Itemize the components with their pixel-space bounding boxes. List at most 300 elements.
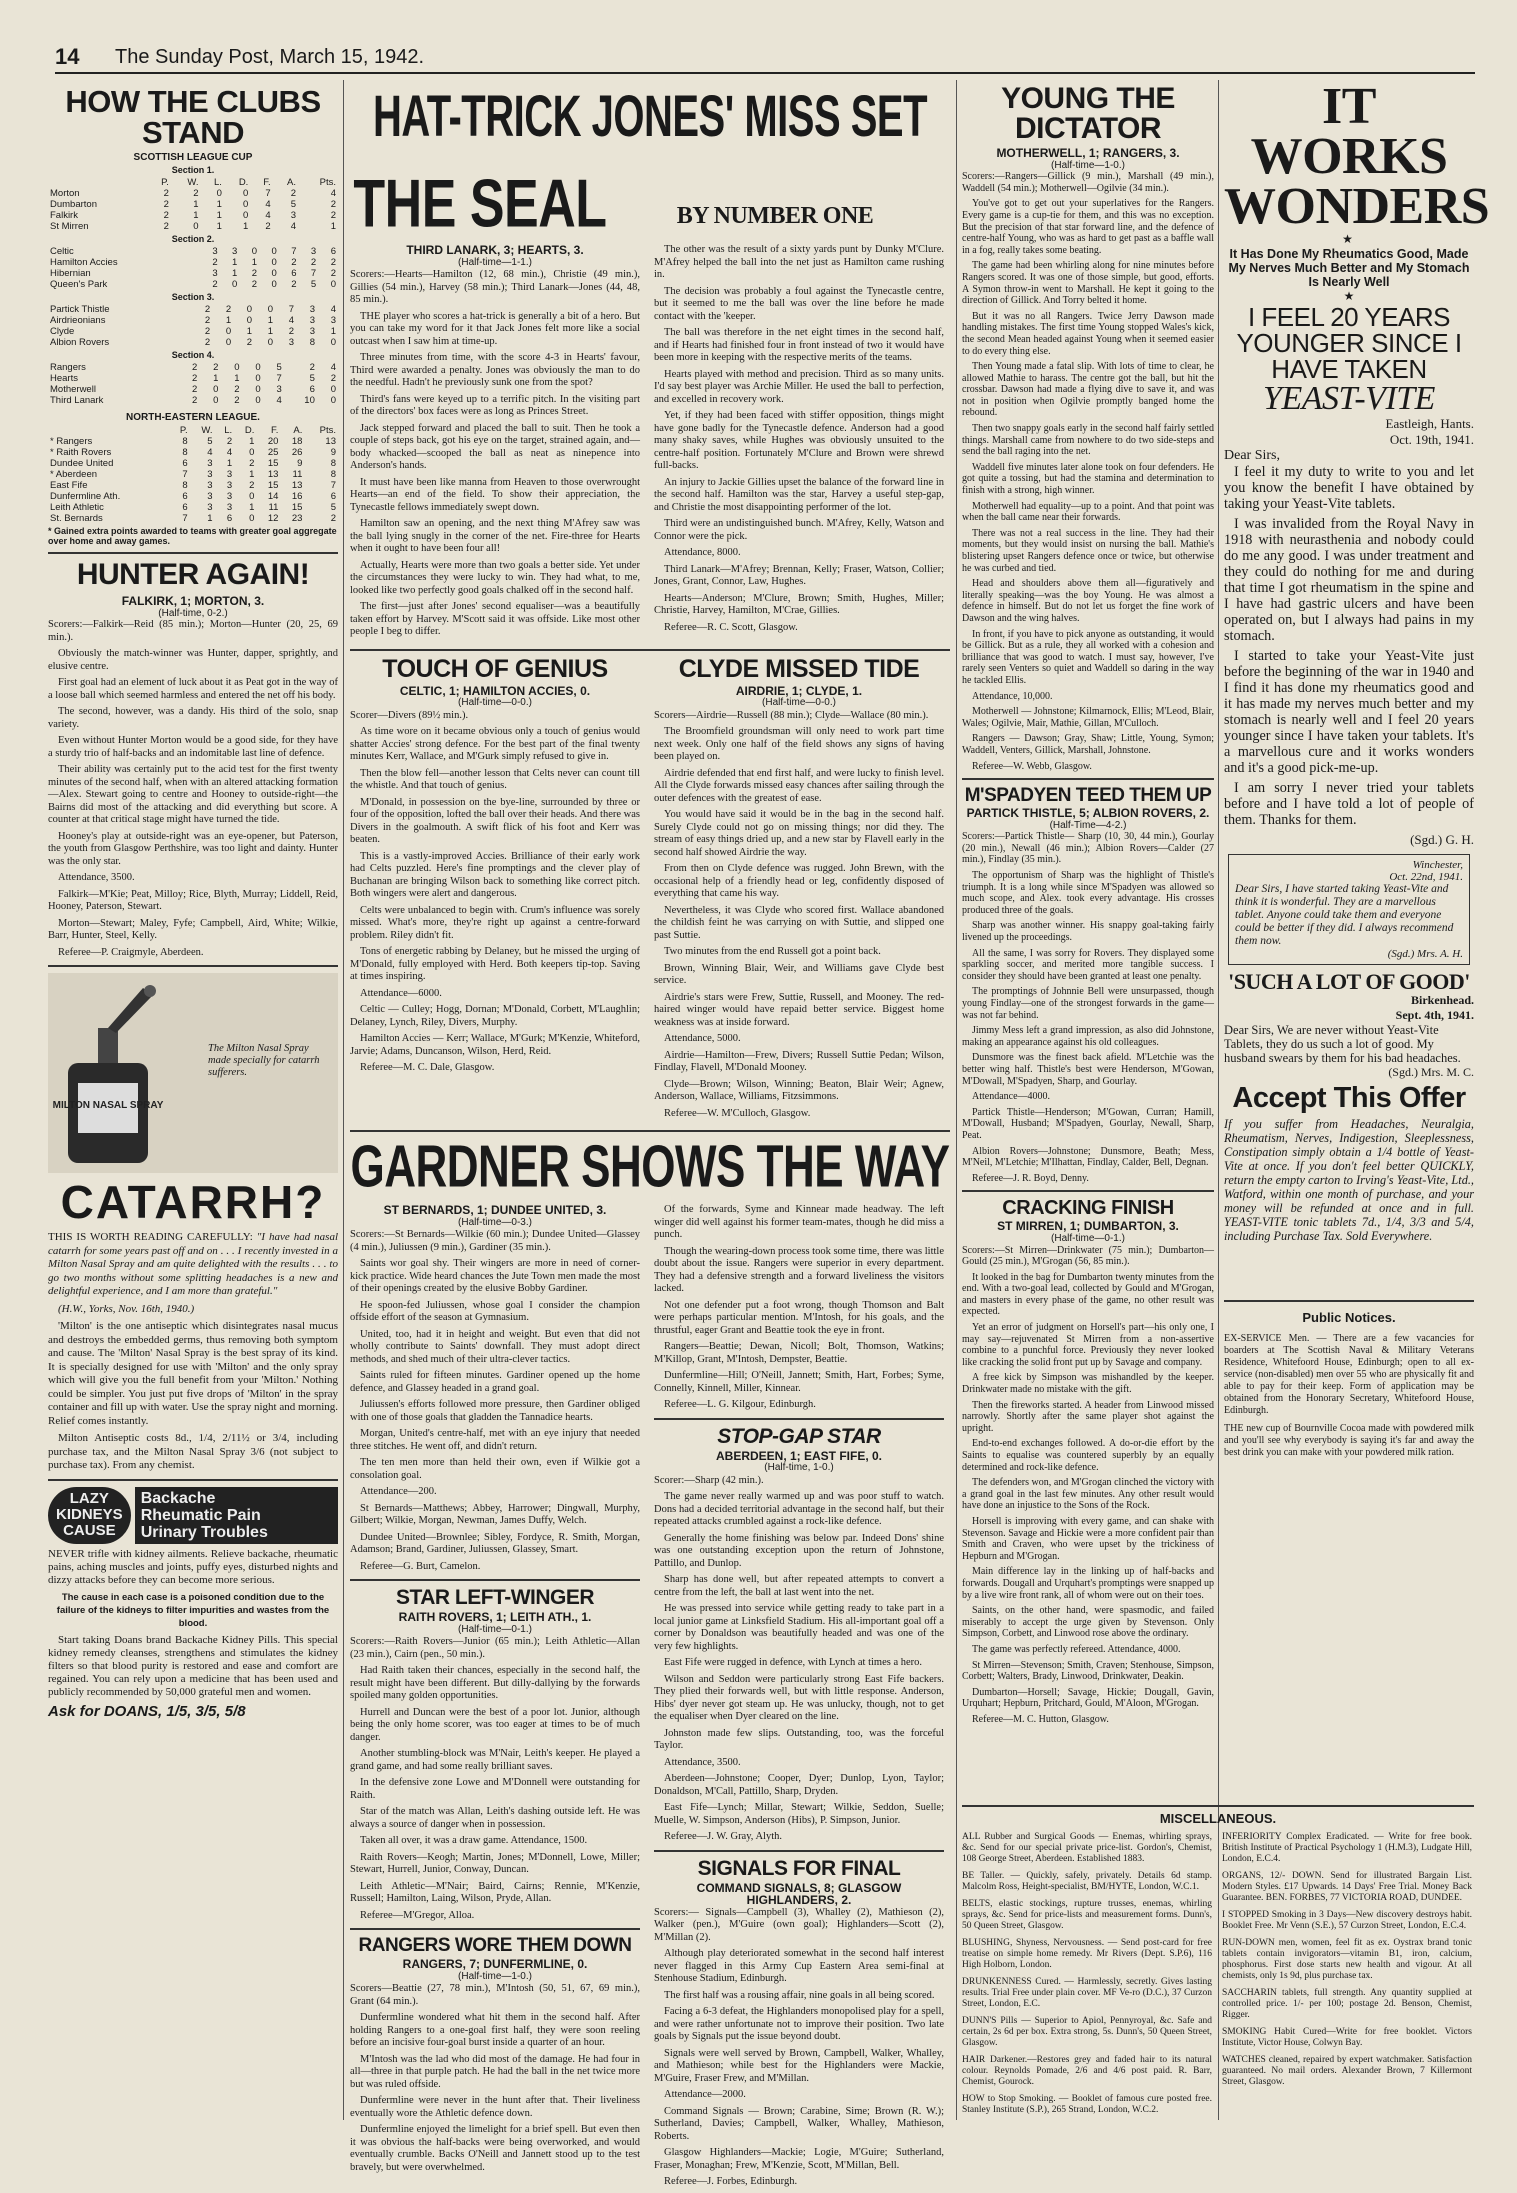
article-paragraph: Third's fans were keyed up to a terrific pitch. In the visiting part of the directors' box faces were as long as Princes Street. xyxy=(350,393,640,417)
stat-cell: 6 xyxy=(309,384,315,395)
section-table xyxy=(48,362,338,406)
stat-cell: 20 xyxy=(267,436,279,447)
table-row xyxy=(48,447,338,458)
milton-quote: "I have had nasal catarrh for some years past off and on . . . I recently invested in a Milton Nasal Spray and am quite delighted with the results . . . to go two months without some splitting headaches is a new and delightful experience, and I am more than grateful." xyxy=(48,1231,339,1297)
article-paragraph: Aberdeen—Johnstone; Cooper, Dyer; Dunlop, Lyon, Taylor; Donaldson, M'Call, Pattillo, Sharp, Dryden. xyxy=(654,1773,944,1797)
classified-item: WATCHES cleaned, repaired by expert watchmaker. Satisfaction guaranteed. No mail orders. Alexander Brown, 7 Killermont Street, Glasgow. xyxy=(1222,2055,1472,2087)
team-name: Queen's Park xyxy=(50,279,108,290)
stat-cell: 3 xyxy=(288,337,295,348)
stop-gap-halftime: (Half-time, 1-0.) xyxy=(764,1462,834,1473)
article-paragraph: He was pressed into service while getting ready to take part in a local junior game at Linksfield Stadium. His all-important goal off a corner by Donaldson was beautifully headed and was one of the very few highlights. xyxy=(654,1603,944,1652)
stat-cell: 2 xyxy=(330,373,336,384)
stat-cell: 0 xyxy=(243,199,249,210)
star-divider: ★ xyxy=(1342,232,1356,246)
article-paragraph: Head and shoulders above them all—figuratively and literally speaking—was the boy Young. He was almost a defence in himself. But do not let us forget the fine work of Dawson and the wing halves. xyxy=(962,578,1214,624)
column-header: L. xyxy=(213,177,222,188)
stat-cell: 0 xyxy=(330,384,336,395)
stat-cell: 1 xyxy=(225,315,232,326)
article-paragraph: Dunfermline were never in the hunt after that. Their liveliness eventually wore the Athletic defence down. xyxy=(350,2095,640,2119)
article-paragraph: First goal had an element of luck about it as Peat got in the way of a loose ball which seemed harmless and entered the net off his body. xyxy=(48,677,338,701)
stat-cell: 7 xyxy=(276,373,282,384)
column-header: D. xyxy=(238,177,249,188)
divider xyxy=(350,649,950,651)
gardner-paragraphs-left xyxy=(350,1258,640,1573)
ne-league-note: * Gained extra points awarded to teams with greater goal aggregate over home and away games. xyxy=(48,526,337,546)
article-paragraph: Rangers—Beattie; Dewan, Nicoll; Bolt, Thomson, Watkins; M'Killop, Grant, M'Intosh, Dempster, Beattie. xyxy=(654,1341,944,1365)
letter-signature: (Sgd.) G. H. xyxy=(1410,832,1474,847)
article-paragraph: But it was no all Rangers. Twice Jerry Dawson made handling mistakes. The first time Young stopped Wales's kick, the second Mean headed against Young when it seemed easier to do every thing else. xyxy=(962,310,1214,357)
stat-cell: 5 xyxy=(290,199,297,210)
section-label: Section 1. xyxy=(171,165,215,175)
stat-cell: 4 xyxy=(330,188,336,199)
stat-cell: 1 xyxy=(193,199,199,210)
table-row xyxy=(48,491,338,502)
article-paragraph: Referee—J. R. Boyd, Denny. xyxy=(972,1172,1089,1184)
article-paragraph: Motherwell had equality—up to a point. And that point was when the ball came near their forwards. xyxy=(962,500,1214,524)
table-row xyxy=(48,480,338,491)
divider xyxy=(48,965,338,967)
stat-cell: 2 xyxy=(163,210,169,221)
team-name: Hearts xyxy=(50,373,78,384)
such-good-headline: 'SUCH A LOT OF GOOD' xyxy=(1228,969,1470,994)
section-label: Section 4. xyxy=(171,350,215,360)
divider xyxy=(48,552,338,554)
article-paragraph: Clyde—Brown; Wilson, Winning; Beaton, Blair Weir; Agnew, Anderson, Wallace, Williams, Fitzsimmons. xyxy=(654,1078,944,1102)
stat-cell: 2 xyxy=(234,395,240,406)
article-paragraph: Referee—W. M'Culloch, Glasgow. xyxy=(664,1107,811,1119)
stat-cell: 1 xyxy=(193,210,199,221)
box-date: Oct. 22nd, 1941. xyxy=(1389,871,1463,883)
stat-cell: 1 xyxy=(249,436,255,447)
hunter-article xyxy=(48,560,338,959)
section-table xyxy=(48,304,338,348)
team-name: Partick Thistle xyxy=(50,304,110,315)
article-paragraph: Then two snappy goals early in the second half fairly settled things. Marshall came from nowhere to do two side-steps and send the ball raging into the net. xyxy=(962,423,1214,458)
article-paragraph: Leith Athletic—M'Nair; Baird, Cairns; Rennie, M'Kenzie, Russell; Hamilton, Laing, Wilson, Pryde, Allan. xyxy=(350,1880,640,1904)
classified-item: BLUSHING, Shyness, Nervousness. — Send post-card for free treatise on simple home remedy. Mr Rivers (Dept. S.P.6), 116 High Holborn, London. xyxy=(962,1938,1212,1970)
article-paragraph: East Fife—Lynch; Millar, Stewart; Wilkie, Seddon, Suelle; Muelle, W. Simpson, Anderson (Hibs), P. Simpson, Junior. xyxy=(654,1802,944,1826)
column-rule xyxy=(343,80,344,2120)
team-name: Motherwell xyxy=(50,384,96,395)
stat-cell: 0 xyxy=(246,315,253,326)
mspadyen-scorers: Scorers:—Partick Thistle— Sharp (10, 30, 44 min.), Gourlay (20 min.), Newall (46 min.); Albion Rovers—Calder (27 min.), Findlay (35 min.). xyxy=(962,831,1214,866)
team-name: Dundee United xyxy=(50,458,114,469)
stat-cell: 11 xyxy=(268,502,279,513)
letter-date: Oct. 19th, 1941. xyxy=(1389,432,1474,447)
stat-cell: 3 xyxy=(309,315,315,326)
stat-cell: 2 xyxy=(192,384,198,395)
gardner-article-left xyxy=(350,1204,640,2193)
article-paragraph: Referee—G. Burt, Camelon. xyxy=(360,1560,481,1572)
miscellaneous-section xyxy=(962,1805,1474,2137)
stat-cell: 0 xyxy=(271,279,277,290)
stat-cell: 26 xyxy=(291,447,303,458)
table-row xyxy=(48,384,338,395)
stat-cell: 7 xyxy=(288,304,295,315)
stat-cell: 0 xyxy=(271,246,277,257)
stat-cell: 0 xyxy=(216,188,222,199)
signals-paragraphs xyxy=(654,1948,944,2189)
box-place: Winchester, xyxy=(1412,859,1463,871)
letter-paragraph: I feel it my duty to write to you and let you know the benefit I have obtained by taking your Yeast-Vite tablets. xyxy=(1224,464,1474,512)
divider xyxy=(654,1418,944,1420)
article-paragraph: Hooney's play at outside-right was an eye-opener, but Paterson, the youth from Glasgow Perthshire, was too light and dainty. Hunter was the only star. xyxy=(48,830,338,867)
article-paragraph: Referee—J. Forbes, Edinburgh. xyxy=(664,2176,798,2187)
column-header: W. xyxy=(201,425,213,436)
public-notices xyxy=(1224,1300,1474,1632)
paper-title: The Sunday Post, March 15, 1942. xyxy=(115,46,425,68)
clyde-tide-article xyxy=(654,654,944,1125)
article-paragraph: Saints ruled for fifteen minutes. Gardiner opened up the home defence, and Glassey headed in a grand goal. xyxy=(350,1370,640,1394)
stat-cell: 0 xyxy=(255,384,261,395)
stat-cell: 3 xyxy=(309,326,315,337)
dictator-article xyxy=(962,148,1214,772)
dictator-paragraphs xyxy=(962,198,1214,772)
doans-badge xyxy=(48,1487,338,1544)
column-header: D. xyxy=(244,425,255,436)
article-paragraph: End-to-end exchanges followed. A do-or-die effort by the Saints to equalise was countered superbly by an equally determined and rock-like defence. xyxy=(962,1438,1214,1473)
article-paragraph: Referee—M'Gregor, Alloa. xyxy=(360,1909,475,1921)
article-paragraph: Signals were well served by Brown, Campbell, Walker, Whalley, and Mathieson; while best for the Highlanders were Mackie, M'Guire, Fraser Frew, and M'Millan. xyxy=(654,2047,944,2084)
hat-trick-score: THIRD LANARK, 3; HEARTS, 3. xyxy=(406,243,584,257)
seal-headline: THE SEAL xyxy=(353,166,607,242)
article-paragraph: You would have said it would be in the bag in the second half. Surely Clyde could not go on missing things; nor did they. The stream of easy things dried up, and a new star by Flavell early in the second half showed Airdrie the way. xyxy=(654,809,944,858)
column-3 xyxy=(962,82,1214,1802)
gardner-scorers: Scorers:—St Bernards—Wilkie (60 min.); Dundee United—Glassey (4 min.), Juliussen (9 min.), Gardiner (35 min.). xyxy=(350,1229,640,1253)
article-paragraph: Horsell is improving with every game, and can shake with Stevenson. Savage and Hickie were a more confident pair than Smith and Craven, who were upset by the trickiness of Hepburn and M'Grogan. xyxy=(962,1515,1214,1562)
stat-cell: 6 xyxy=(291,268,297,279)
stat-cell: 1 xyxy=(216,210,222,221)
classified-item: DRUNKENNESS Cured. — Harmlessly, secretly. Gives lasting results. Trial Free under plain cover. MF Ve-ro (D.C.), 37 Curzon Street, London, E.C. xyxy=(962,1977,1212,2009)
stat-cell: 2 xyxy=(192,373,198,384)
column-header: A. xyxy=(287,177,297,188)
stat-cell: 6 xyxy=(330,246,336,257)
article-paragraph: The second, however, was a dandy. His third of the solo, snap variety. xyxy=(48,706,338,730)
article-paragraph: Jimmy Mess left a grand impression, as also did Johnstone, making an appearance against his old colleagues. xyxy=(962,1025,1214,1048)
stat-cell: 2 xyxy=(204,315,211,326)
stat-cell: 1 xyxy=(216,199,222,210)
mspadyen-halftime: (Half-Time—4-2.) xyxy=(1049,819,1127,831)
stat-cell: 0 xyxy=(330,337,336,348)
divider xyxy=(962,778,1214,780)
stat-cell: 0 xyxy=(255,395,261,406)
team-name: Leith Athletic xyxy=(50,502,104,513)
yeast-vite-subhead: It Has Done My Rheumatics Good, Made My Nerves Much Better and My Stomach Is Nearly Well xyxy=(1228,247,1470,289)
article-paragraph: Attendance—6000. xyxy=(360,987,442,999)
doans-para-2: The cause in each case is a poisoned condition due to the failure of the kidneys to filter impurities and wastes from the blood. xyxy=(56,1591,330,1629)
stat-cell: 8 xyxy=(182,480,188,491)
hunter-body xyxy=(48,619,338,959)
doans-tagline: Ask for DOANS, 1/5, 3/5, 5/8 xyxy=(48,1702,246,1720)
section-table xyxy=(48,177,338,232)
hat-trick-article xyxy=(350,244,950,643)
testimonial-box xyxy=(1228,854,1470,965)
stat-cell: 2 xyxy=(309,362,315,373)
article-paragraph: Sharp has done well, but after repeated attempts to convert a centre from the left, the ball at last went into the net. xyxy=(654,1574,944,1598)
feel-younger-headline: I FEEL 20 YEARS YOUNGER SINCE I HAVE TAKEN xyxy=(1236,302,1462,384)
article-paragraph: The game was perfectly refereed. Attendance, 4000. xyxy=(972,1643,1181,1655)
hunter-paragraphs xyxy=(48,648,338,959)
table-row xyxy=(48,257,338,268)
article-paragraph: It must have been like manna from Heaven to those overwrought Hearts—an end of the field. To show their appreciation, the Tynecastle fellows immediately swept down. xyxy=(350,476,640,513)
section-table xyxy=(48,246,338,290)
stat-cell: 1 xyxy=(330,326,336,337)
stat-cell: 3 xyxy=(226,491,233,502)
table-row xyxy=(48,199,338,210)
article-paragraph: Had Raith taken their chances, especially in the second half, the result might have been different. But dilly-dallying by the forwards spoiled many golden opportunities. xyxy=(350,1665,640,1701)
stat-cell: 4 xyxy=(330,362,336,373)
article-paragraph: Yet, if they had been faced with stiffer opposition, things might have gone badly for the Tynecastle defence. Anderson had a good many shaky saves, while Hughes was obviously unsuited to the centre-half position. Fortunately M'Clure and Brown were shrewd full-backs. xyxy=(654,410,944,471)
article-paragraph: The game never really warmed up and was poor stuff to watch. Dons had a decided territorial advantage in the second half, but their repeated attacks crumbled against a rock-like defence. xyxy=(654,1491,944,1527)
signals-headline: SIGNALS FOR FINAL xyxy=(697,1856,901,1880)
rangers-down-headline: RANGERS WORE THEM DOWN xyxy=(358,1935,632,1956)
team-name: Morton xyxy=(50,188,80,199)
stat-cell: 0 xyxy=(249,447,255,458)
team-name: Falkirk xyxy=(50,210,78,221)
article-paragraph: The defenders won, and M'Grogan clinched the victory with a grand goal in the last few minutes. Any other result would have done an injustice to the Sons of the Rock. xyxy=(962,1477,1214,1512)
article-paragraph: Dumbarton—Horsell; Savage, Hickie; Dougall, Gavin, Urquhart; Hepburn, Pritchard, Gould, M'Aloon, M'Grogan. xyxy=(962,1686,1214,1710)
stat-cell: 2 xyxy=(204,304,211,315)
divider xyxy=(350,1928,640,1930)
mspadyen-article xyxy=(962,786,1214,1184)
stat-cell: 2 xyxy=(163,188,169,199)
stat-cell: 3 xyxy=(276,384,282,395)
article-paragraph: It looked in the bag for Dumbarton twenty minutes from the end. With a two-goal lead, collected by Gould and M'Grogan, and masters in every phase of the game, no other result was expected. xyxy=(962,1271,1214,1318)
article-paragraph: Facing a 6-3 defeat, the Highlanders monopolised play for a spell, and were rather unfortunate not to improve their position. Two late goals by Signals put the issue beyond doubt. xyxy=(654,2006,944,2042)
signals-score: COMMAND SIGNALS, 8; GLASGOW HIGHLANDERS, 2. xyxy=(696,1880,902,1907)
stat-cell: 0 xyxy=(267,304,274,315)
article-paragraph: Celts were unbalanced to begin with. Crum's influence was sorely missed. What's more, they're right up against a centre-forward problem. Riley didn't fit. xyxy=(350,904,640,941)
touch-genius-scorers: Scorer—Divers (89½ min.). xyxy=(350,709,469,721)
stat-cell: 4 xyxy=(288,315,295,326)
classified-item: BELTS, elastic stockings, rupture trusses, enemas, whirling sprays, &c. Send for price-lists and measurement forms. Dunn's, 50 Queen Street, Glasgow. xyxy=(962,1899,1212,1931)
article-paragraph: In front, if you have to pick anyone as outstanding, it would be Gillick. But as a rule, they all worked with a cohesion and brilliance that was good to watch. I must say, however, I've rarely seen Venters so quiet and Waddell so daring in the way he tackled Ellis. xyxy=(962,628,1214,686)
article-paragraph: Command Signals — Brown; Carabine, Sime; Brown (R. W.); Sutherland, Davies; Campbell, Walker, Whalley, Mathieson, Roberts. xyxy=(654,2105,944,2142)
column-header: Pts. xyxy=(319,425,336,436)
article-paragraph: Third were an undistinguished bunch. M'Afrey, Kelly, Watson and Connor were the pick. xyxy=(654,518,944,542)
article-paragraph: Glasgow Highlanders—Mackie; Logie, M'Guire; Sutherland, Fraser, Monaghan; Frew, M'Kenzie, Scott, M'Millan, Bell. xyxy=(654,2147,944,2171)
stat-cell: 0 xyxy=(249,513,255,524)
article-paragraph: Jack stepped forward and placed the ball to suit. Then he took a couple of steps back, got his eye on the target, strained again, and—body whacked—scooped the ball as neat as ninepence into Anderson's hands. xyxy=(350,422,640,471)
article-paragraph: Yet an error of judgment on Horsell's part—his only one, I may say—rejuvenated St Mirren from a non-assertive combine to a punchful force. Previously they never looked like cracking the solid front put up by Savage and company. xyxy=(962,1322,1214,1368)
article-paragraph: Saints wor goal shy. Their wingers are more in need of corner-kick practice. Wide heard chances the Jute Town men made the most of their openings created by the elusive Bobby Gardiner. xyxy=(350,1258,640,1294)
stat-cell: 7 xyxy=(310,268,317,279)
table-row xyxy=(48,337,338,348)
stat-cell: 4 xyxy=(276,395,282,406)
stat-cell: 4 xyxy=(330,304,336,315)
rangers-down-score: RANGERS, 7; DUNFERMLINE, 0. xyxy=(402,1957,588,1971)
stat-cell: 1 xyxy=(267,315,274,326)
box-signature: (Sgd.) Mrs. A. H. xyxy=(1387,948,1463,960)
article-paragraph: Attendance—2000. xyxy=(664,2089,746,2100)
table-row xyxy=(48,279,338,290)
stat-cell: 11 xyxy=(292,469,303,480)
doans-para-3: Start taking Doans brand Backache Kidney Pills. This special kidney remedy cleanses, strengthens and stimulates the kidney filters so that blood purity is restored and ease and comfort are regained. You can rely upon a medicine that has been used and publicly recommended by 50,000 grateful men and women. xyxy=(48,1633,338,1698)
stat-cell: 1 xyxy=(226,458,233,469)
stat-cell: 2 xyxy=(330,257,336,268)
stat-cell: 25 xyxy=(267,447,279,458)
stat-cell: 8 xyxy=(309,337,315,348)
team-name: Hibernian xyxy=(50,268,91,279)
article-paragraph: The promptings of Johnnie Bell were unsurpassed, though young Findlay—one of the strongest forwards in the game—was not far behind. xyxy=(962,986,1214,1021)
stat-cell: 2 xyxy=(310,257,317,268)
stat-cell: 3 xyxy=(330,315,336,326)
clyde-tide-scorers: Scorers—Airdrie—Russell (88 min.); Clyde—Wallace (80 min.). xyxy=(654,709,929,721)
stat-cell: 2 xyxy=(163,199,169,210)
stat-cell: 0 xyxy=(251,246,258,257)
article-paragraph: Airdrie—Hamilton—Frew, Divers; Russell Suttie Pedan; Wilson, Findlay, Flavell, M'Donald Mooney. xyxy=(654,1049,944,1073)
mspadyen-score: PARTICK THISTLE, 5; ALBION ROVERS, 2. xyxy=(966,806,1210,821)
league-tables xyxy=(48,165,338,406)
article-paragraph: Tons of energetic rabbing by Delaney, but he missed the urging of M'Donald, fully employed with Herd. Both keepers tip-top. Saving at times inspiring. xyxy=(350,946,640,982)
stop-gap-paragraphs xyxy=(654,1491,944,1844)
stat-cell: 0 xyxy=(225,326,232,337)
touch-genius-headline: TOUCH OF GENIUS xyxy=(382,654,608,683)
hunter-scorers: Scorers:—Falkirk—Reid (85 min.); Morton—Hunter (20, 25, 69 min.). xyxy=(48,619,338,643)
article-paragraph: M'Intosh was the lad who did most of the damage. He had four in all—three in that purple patch. He had the ball in the net twice more but was ruled offside. xyxy=(350,2053,640,2090)
article-paragraph: Referee—L. G. Kilgour, Edinburgh. xyxy=(664,1399,816,1410)
article-paragraph: Hearts played with method and precision. Third as so many units. I'd say best player was Archie Miller. He used the ball to perfection, and excelled in recovery work. xyxy=(654,368,944,405)
letter-body xyxy=(1224,464,1474,828)
number-one-headline: BY NUMBER ONE xyxy=(676,203,874,229)
table-header-row xyxy=(48,425,338,436)
table-header-row xyxy=(48,177,338,188)
article-paragraph: THE player who scores a hat-trick is generally a bit of a hero. But you can take my word for it that Jack Jones felt more like a social outcast when I saw him at time-up. xyxy=(350,310,640,347)
table-row xyxy=(48,502,338,513)
stat-cell: 2 xyxy=(330,513,336,524)
classified-item: DUNN'S Pills — Superior to Apiol, Pennyroyal, &c. Safe and certain, 2s 6d per box. Extra strong, 5s. Dunn's, 50 Queen Street, Glasgow. xyxy=(962,2016,1212,2048)
stat-cell: 3 xyxy=(212,268,218,279)
table-row xyxy=(48,304,338,315)
article-paragraph: Johnston made few slips. Outstanding, too, was the forceful Taylor. xyxy=(654,1727,944,1751)
article-paragraph: Referee—R. C. Scott, Glasgow. xyxy=(664,621,798,633)
column-header: P. xyxy=(161,177,169,188)
divider xyxy=(350,1130,950,1132)
letter-place: Eastleigh, Hants. xyxy=(1385,416,1474,431)
article-paragraph: Their ability was certainly put to the acid test for the first twenty minutes of the second half, when with an altered attacking formation—Alex. Stewart going to centre and Hooney to outside-right—the Bairns did most of the attacking and did everything but score. A counter at that critical stage might have turned the tide. xyxy=(48,764,338,825)
stat-cell: 1 xyxy=(234,373,240,384)
article-paragraph: You've got to get out your superlatives for the Rangers. Every game is a cup-tie for them, and this was no exception. But the precision of that star forward line, and the defence of centre-half Young, who was as hard to get past as a baffle wall in a fog, really takes some beating. xyxy=(962,198,1214,256)
article-paragraph: Waddell five minutes later alone took on four defenders. He got quite a tossing, but had the stamina and determination to finish with a strong, high winner. xyxy=(962,461,1214,497)
table-row xyxy=(48,326,338,337)
divider xyxy=(962,1190,1214,1192)
signature-3: (Sgd.) Mrs. M. C. xyxy=(1388,1065,1474,1079)
article-paragraph: Attendance, 10,000. xyxy=(972,690,1053,702)
article-paragraph: Referee—J. W. Gray, Alyth. xyxy=(664,1831,783,1842)
column-2 xyxy=(350,82,950,2187)
milton-attribution: (H.W., Yorks, Nov. 16th, 1940.) xyxy=(58,1302,195,1315)
stat-cell: 1 xyxy=(207,513,213,524)
dictator-halftime: (Half-time—1-0.) xyxy=(1051,159,1125,171)
article-paragraph: Attendance—200. xyxy=(360,1486,437,1497)
stat-cell: 1 xyxy=(246,326,253,337)
article-paragraph: Dunfermline enjoyed the limelight for a brief spell. But even then it was obvious the half-backs were being overworked, and would eventually crumble. Backs O'Neill and Jannett stood up to the test bravely, but were overwhelmed. xyxy=(350,2124,640,2173)
stat-cell: 0 xyxy=(330,395,336,406)
team-name: St Mirren xyxy=(50,221,89,232)
article-paragraph: Attendance, 3500. xyxy=(58,872,135,883)
stat-cell: 13 xyxy=(325,436,336,447)
gardner-article-right xyxy=(654,1204,944,2193)
stop-gap-headline: STOP-GAP STAR xyxy=(717,1424,881,1448)
article-paragraph: Star of the match was Allan, Leith's dashing outside left. He was always a source of danger when in possession. xyxy=(350,1806,640,1830)
stat-cell: 5 xyxy=(276,362,282,373)
divider xyxy=(350,1579,640,1581)
stat-cell: 2 xyxy=(290,188,297,199)
stat-cell: 2 xyxy=(225,304,232,315)
article-paragraph: Dunsmore was the finest back afield. M'Letchie was the better wing half. Thistle's best were Henderson, M'Gowan, M'Dowall, M'Spadyen, Sharp, and Gourlay. xyxy=(962,1052,1214,1087)
stat-cell: 0 xyxy=(271,257,277,268)
article-paragraph: The decision was probably a foul against the Tynecastle centre, but it seemed to me the ball was over the line before he made contact with the 'keeper. xyxy=(654,285,944,322)
stat-cell: 13 xyxy=(291,480,303,491)
stop-gap-article xyxy=(654,1426,944,1844)
article-paragraph: All the same, I was sorry for Rovers. They displayed some sparkling soccer, and merited more tangible success. I consider they should have been granted at least one penalty. xyxy=(962,947,1214,982)
article-paragraph: Motherwell — Johnstone; Kilmarnock, Ellis; M'Leod, Blair, Wales; Ogilvie, Mair, Mathie, Gillan, M'Culloch. xyxy=(962,706,1214,729)
milton-advert xyxy=(48,973,338,1473)
star-winger-score: RAITH ROVERS, 1; LEITH ATH., 1. xyxy=(398,1610,592,1624)
table-row xyxy=(48,373,338,384)
yeast-vite-brand: YEAST-VITE xyxy=(1263,380,1435,417)
article-paragraph: Referee—W. Webb, Glasgow. xyxy=(972,760,1092,772)
team-name: Dunfermline Ath. xyxy=(50,491,121,502)
article-paragraph: The ten men more than held their own, even if Wilkie got a consolation goal. xyxy=(350,1457,640,1481)
stat-cell: 0 xyxy=(243,210,249,221)
article-paragraph: Not one defender put a foot wrong, though Thomson and Balt were perhaps particular mention. M'Intosh, for his goals, and the thrustful, eager Grant and Beattie took the eye in front. xyxy=(654,1299,944,1336)
column-header: L. xyxy=(224,425,233,436)
gardner-score: ST BERNARDS, 1; DUNDEE UNITED, 3. xyxy=(383,1203,607,1217)
team-name: East Fife xyxy=(50,480,88,491)
rangers-down-scorers: Scorers—Beattie (27, 78 min.), M'Intosh (50, 51, 67, 69 min.), Grant (64 min.). xyxy=(350,1983,640,2007)
doans-advert xyxy=(48,1487,338,1720)
classified-item: SMOKING Habit Cured—Write for free booklet. Victors Institute, Victor House, Colwyn Bay. xyxy=(1222,2027,1472,2048)
star-winger-headline: STAR LEFT-WINGER xyxy=(395,1586,595,1609)
stat-cell: 3 xyxy=(207,458,213,469)
ne-league-table xyxy=(48,425,338,524)
article-paragraph: Raith Rovers—Keogh; Martin, Jones; M'Donnell, Lowe, Miller; Stewart, Hurrell, Junior, Conway, Duncan. xyxy=(350,1851,640,1875)
column-header: Pts. xyxy=(319,177,336,188)
table-row xyxy=(48,458,338,469)
table-row xyxy=(48,513,338,524)
article-paragraph: The game had been whirling along for nine minutes before Rangers scored. It was one of those simple, but good, efforts. A Symon throw-in went to Marshall. He kept it going to the direction of Gillick. And Torry belted it home. xyxy=(962,260,1214,307)
article-paragraph: Referee—M. C. Hutton, Glasgow. xyxy=(972,1713,1109,1725)
letter-paragraph: I was invalided from the Royal Navy in 1918 with neurasthenia and nobody could do me any good. I was under treatment and they could do nothing for me and during that time I got rheumatism in the spine and I have had gastric ulcers and have been operated on, but I always had pains in my stomach. xyxy=(1224,516,1474,644)
cracking-paragraphs xyxy=(962,1272,1214,1726)
bottle-label: MILTON NASAL SPRAY xyxy=(52,1100,164,1111)
stat-cell: 23 xyxy=(291,513,303,524)
article-paragraph: In the defensive zone Lowe and M'Donnell were outstanding for Raith. xyxy=(350,1777,640,1801)
column-header: A. xyxy=(293,425,303,436)
column-rule xyxy=(956,80,957,2120)
article-paragraph: Then the fireworks started. A header from Linwood missed narrowly. Shortly after the same player shot against the upright. xyxy=(962,1399,1214,1434)
stat-cell: 1 xyxy=(251,257,258,268)
article-paragraph: Three minutes from time, with the score 4-3 in Hearts' favour, Third were awarded a penalty. Jones was obviously the man to do the needful. Hadn't he previously sunk one from the spot? xyxy=(350,352,640,388)
stat-cell: 5 xyxy=(310,279,317,290)
stat-cell: 0 xyxy=(330,279,336,290)
stat-cell: 3 xyxy=(207,469,213,480)
article-paragraph: From then on Clyde defence was rugged. John Brewn, with the occasional help of a friendly head or leg, confidently disposed of everything that came his way. xyxy=(654,863,944,899)
stat-cell: 2 xyxy=(251,268,258,279)
letter-3: Dear Sirs, We are never without Yeast-Vite Tablets, they do us such a lot of good. My husband swears by them for his bad headaches. xyxy=(1224,1023,1461,1065)
column-header: F. xyxy=(271,425,279,436)
article-paragraph: Falkirk—M'Kie; Peat, Milloy; Rice, Blyth, Murray; Liddell, Reid, Hooney, Paterson, Stewart. xyxy=(48,888,338,912)
article-paragraph: Another stumbling-block was M'Nair, Leith's keeper. He played a grand game, and had some really brilliant saves. xyxy=(350,1748,640,1772)
hat-trick-paragraphs-right xyxy=(654,244,944,634)
stat-cell: 3 xyxy=(226,480,233,491)
article-paragraph: Dunfermline wondered what hit them in the second half. After holding Rangers to a one-goal first half, they were soon reeling before an incisive four-goal burst inside a quarter of an hour. xyxy=(350,2012,640,2048)
team-name: Third Lanark xyxy=(50,395,104,406)
stat-cell: 2 xyxy=(251,279,258,290)
article-paragraph: Attendance, 5000. xyxy=(664,1033,741,1044)
section-label: Section 2. xyxy=(171,234,215,244)
